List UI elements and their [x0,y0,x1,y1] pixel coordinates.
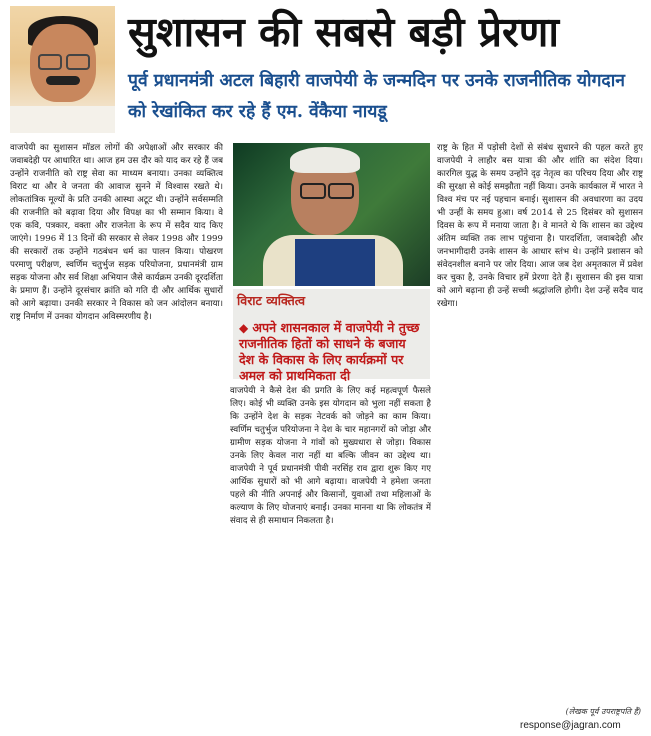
headline: सुशासन की सबसे बड़ी प्रेरणा [128,8,560,56]
author-photo [10,6,115,133]
diamond-bullet-icon: ◆ [239,321,253,335]
deck-subtitle: पूर्व प्रधानमंत्री अटल बिहारी वाजपेयी के जन्मदिन पर उनके राजनीतिक योगदान को रेखांकित कर रहे हैं एम. वेंकैया नायडू [128,71,625,122]
vajpayee-photo [233,143,430,286]
pull-quote-body: अपने शासनकाल में वाजपेयी ने तुच्छ राजनीतिक हितों को साधने के बजाय देश के विकास के लिए कार्यक्रमों पर अमल को प्राथमिकता दी [239,320,420,383]
pull-quote-box [233,289,430,383]
article-column-2: वाजपेयी ने कैसे देश की प्रगति के लिए कई महत्वपूर्ण फैसले लिए। कोई भी व्यक्ति उनके इस योगदान को भुला नहीं सकता है कि उन्होंने देश के सड़क नेटवर्क को जोड़ने का काम किया। स्वर्णिम चतुर्भुज परियोजना ने देश के चार महानगरों को जोड़ा और ग्रामीण सड़क योजना ने गांवों को मुख्यधारा से जोड़ा। विकास उनके लिए केवल नारा नहीं था बल्कि जीवन का उद्देश्य था। वाजपेयी ने पूर्व प्रधानमंत्री पीवी नरसिंह राव द्वारा शुरू किए गए आर्थिक सुधारों को भी आगे बढ़ाया। वाजपेयी ने हमेशा जनता पहले की नीति अपनाई और किसानों, युवाओं तथा महिलाओं के कल्याण के लिए योजनाएं बनाईं। उनका मानना था कि लोकतंत्र में संवाद से ही समाधान निकलता है। [230,386,431,526]
pull-quote-tag: विराट व्यक्तित्व [237,293,306,308]
pull-quote-text [239,320,425,384]
response-email[interactable]: response@jagran.com [520,720,621,731]
article-column-1: वाजपेयी का सुशासन मॉडल लोगों की अपेक्षाओं और सरकार की जवाबदेही पर आधारित था। आज हम उस दौर को याद कर रहे हैं जब उन्होंने राजनीति को राष्ट्र सेवा का माध्यम बनाया। उनका व्यक्तित्व विराट था और वे जनता की आवाज सुनने में विश्वास रखते थे। लोकतांत्रिक मूल्यों के प्रति उनकी आस्था अटूट थी। उन्होंने सर्वसम्मति की राजनीति को बढ़ावा दिया और विपक्ष का भी सम्मान किया। वे एक कवि, पत्रकार, वक्ता और राजनेता के रूप में सदैव याद किए जाएंगे। 1996 में 13 दिनों की सरकार से लेकर 1998 और 1999 की सरकारों तक उन्होंने गठबंधन धर्म का पालन किया। पोखरण परमाणु परीक्षण, स्वर्णिम चतुर्भुज सड़क परियोजना, प्रधानमंत्री ग्राम सड़क योजना और सर्व शिक्षा अभियान जैसे कार्यक्रम उनकी दूरदर्शिता के प्रमाण हैं। उन्होंने दूरसंचार क्रांति को गति दी और आर्थिक सुधारों को आगे बढ़ाया। उनकी सरकार ने विकास को जन आंदोलन बनाया। राष्ट्र निर्माण में उनका योगदान अविस्मरणीय है। [10,143,223,322]
author-byline: (लेखक पूर्व उपराष्ट्रपति हैं) [565,707,641,716]
article-column-3: राष्ट्र के हित में पड़ोसी देशों से संबंध सुधारने की पहल करते हुए वाजपेयी ने लाहौर बस यात्रा की और शांति का संदेश दिया। कारगिल युद्ध के समय उन्होंने दृढ़ नेतृत्व का परिचय दिया और राष्ट्र की सुरक्षा से कोई समझौता नहीं किया। उनके कार्यकाल में भारत ने विश्व मंच पर नई पहचान बनाई। सुशासन की अवधारणा का उदय भी उन्हीं के समय हुआ। वर्ष 2014 से 25 दिसंबर को सुशासन दिवस के रूप में मनाया जाता है। वे मानते थे कि शासन का उद्देश्य अंतिम व्यक्ति तक लाभ पहुंचाना है। पारदर्शिता, जवाबदेही और जनभागीदारी उनके शासन के आधार स्तंभ थे। उन्होंने प्रशासन को संवेदनशील बनाने पर जोर दिया। आज जब देश अमृतकाल में प्रवेश कर चुका है, उनके विचार हमें प्रेरणा देते हैं। सुशासन की इस यात्रा को आगे बढ़ाना ही उन्हें सच्ची श्रद्धांजलि होगी। देश उन्हें सदैव याद रखेगा। [437,143,643,309]
